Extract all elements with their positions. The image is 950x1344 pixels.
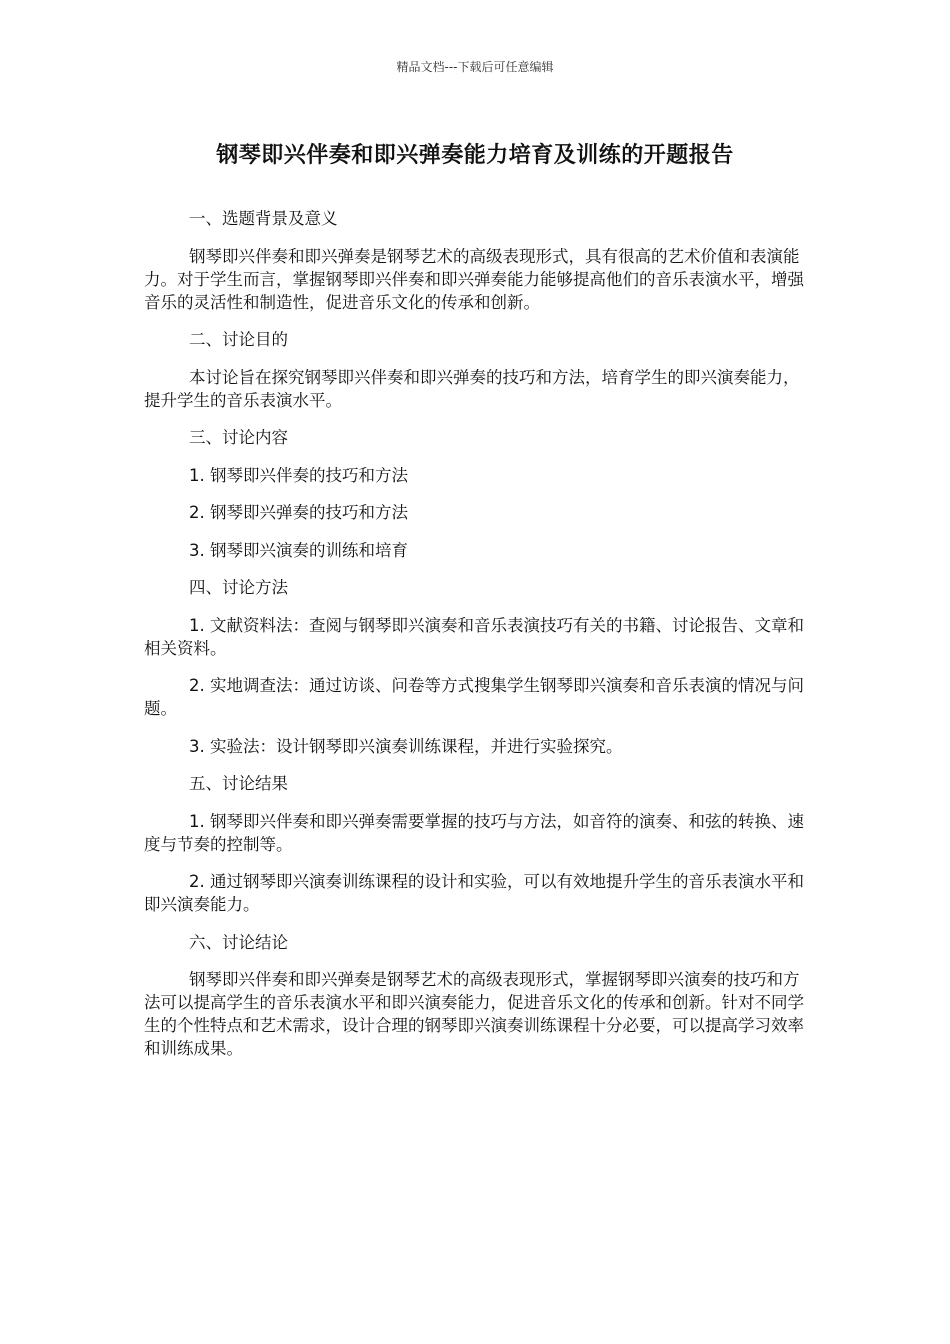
list-item-method-1: 1. 文献资料法：查阅与钢琴即兴演奏和音乐表演技巧有关的书籍、讨论报告、文章和相关资料。 — [144, 615, 804, 658]
section-heading-background: 一、选题背景及意义 — [189, 209, 338, 228]
section-heading-purpose: 二、讨论目的 — [189, 330, 288, 349]
paragraph-purpose: 本讨论旨在探究钢琴即兴伴奏和即兴弹奏的技巧和方法，培育学生的即兴演奏能力，提升学生的音乐表演水平。 — [144, 367, 800, 410]
list-item-result-2: 2. 通过钢琴即兴演奏训练课程的设计和实验，可以有效地提升学生的音乐表演水平和即兴演奏能力。 — [144, 872, 804, 914]
page-title: 钢琴即兴伴奏和即兴弹奏能力培育及训练的开题报告 — [216, 143, 734, 168]
list-item-method-3: 3. 实验法：设计钢琴即兴演奏训练课程，并进行实验探究。 — [189, 736, 623, 756]
header-note: 精品文档---下载后可任意编辑 — [396, 60, 554, 74]
list-item-result-1: 1. 钢琴即兴伴奏和即兴弹奏需要掌握的技巧与方法，如音符的演奏、和弦的转换、速度与节奏的控制等。 — [144, 811, 804, 854]
paragraph-background: 钢琴即兴伴奏和即兴弹奏是钢琴艺术的高级表现形式，具有很高的艺术价值和表演能力。对于学生而言，掌握钢琴即兴伴奏和即兴弹奏能力能够提高他们的音乐表演水平，增强音乐的灵活性和制造性，促进音乐文化的传承和创新。 — [144, 246, 804, 312]
document-body — [144, 207, 806, 1075]
paragraph-conclusion: 钢琴即兴伴奏和即兴弹奏是钢琴艺术的高级表现形式，掌握钢琴即兴演奏的技巧和方法可以提高学生的音乐表演水平和即兴演奏能力，促进音乐文化的传承和创新。针对不同学生的个性特点和艺术需求，设计合理的钢琴即兴演奏训练课程十分必要，可以提高学习效率和训练成果。 — [144, 970, 804, 1058]
list-item-content-1: 1. 钢琴即兴伴奏的技巧和方法 — [189, 465, 408, 485]
section-heading-methods: 四、讨论方法 — [189, 578, 288, 597]
list-item-method-2: 2. 实地调查法：通过访谈、问卷等方式搜集学生钢琴即兴演奏和音乐表演的情况与问题。 — [144, 676, 804, 718]
section-heading-conclusion: 六、讨论结论 — [189, 932, 288, 952]
section-heading-results: 五、讨论结果 — [189, 774, 288, 793]
section-heading-content: 三、讨论内容 — [189, 428, 288, 447]
list-item-content-3: 3. 钢琴即兴演奏的训练和培育 — [189, 540, 408, 560]
list-item-content-2: 2. 钢琴即兴弹奏的技巧和方法 — [189, 503, 408, 522]
